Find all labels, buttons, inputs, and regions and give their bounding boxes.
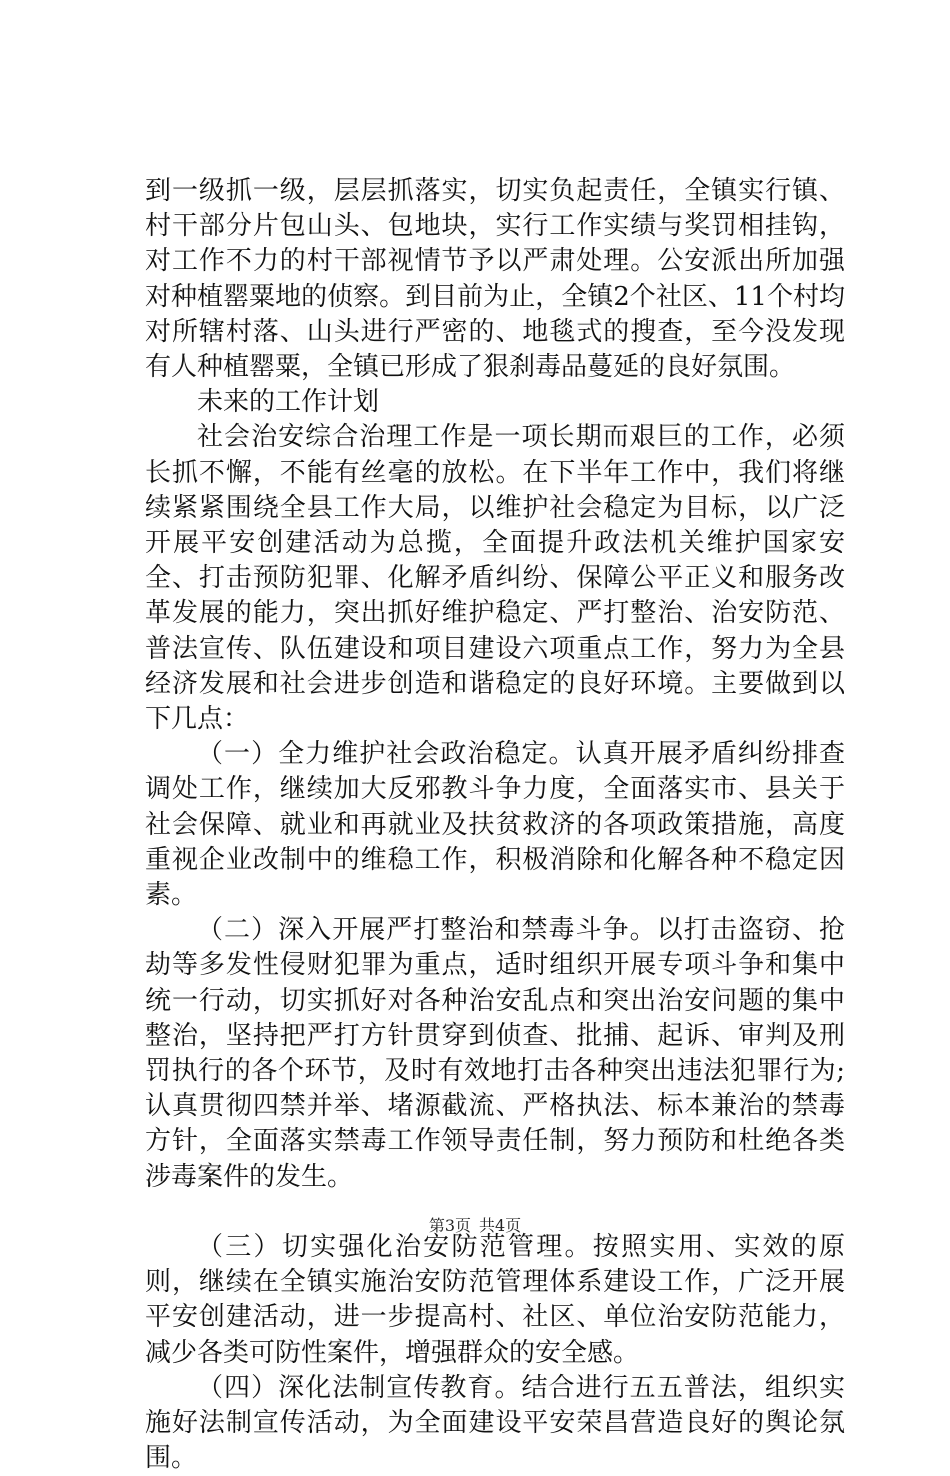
page-total: 共4页	[479, 1216, 522, 1235]
document-body	[145, 174, 845, 1476]
paragraph-item-4: （四）深化法制宣传教育。结合进行五五普法，组织实施好法制宣传活动，为全面建设平安荣昌营造良好的舆论氛围。	[145, 1372, 845, 1474]
paragraph-continuation: 到一级抓一级，层层抓落实，切实负起责任，全镇实行镇、村干部分片包山头、包地块，实行工作实绩与奖罚相挂钩，对工作不力的村干部视情节予以严肃处理。公安派出所加强对种植罂粟地的侦察。到目前为止，全镇2个社区、11个村均对所辖村落、山头进行严密的、地毯式的搜查，至今没发现有人种植罂粟，全镇已形成了狠刹毒品蔓延的良好氛围。	[145, 176, 845, 383]
page-number: 第3页	[428, 1216, 471, 1235]
paragraph-item-3: （三）切实强化治安防范管理。按照实用、实效的原则，继续在全镇实施治安防范管理体系建设工作，广泛开展平安创建活动，进一步提高村、社区、单位治安防范能力，减少各类可防性案件，增强群众的安全感。	[145, 1231, 845, 1368]
paragraph-intro: 社会治安综合治理工作是一项长期而艰巨的工作，必须长抓不懈，不能有丝毫的放松。在下半年工作中，我们将继续紧紧围绕全县工作大局，以维护社会稳定为目标，以广泛开展平安创建活动为总揽，全面提升政法机关维护国家安全、打击预防犯罪、化解矛盾纠纷、保障公平正义和服务改革发展的能力，突出抓好维护稳定、严打整治、治安防范、普法宣传、队伍建设和项目建设六项重点工作，努力为全县经济发展和社会进步创造和谐稳定的良好环境。主要做到以下几点：	[145, 422, 845, 735]
page-footer	[0, 1216, 950, 1236]
paragraph-item-2: （二）深入开展严打整治和禁毒斗争。以打击盗窃、抢劫等多发性侵财犯罪为重点，适时组织开展专项斗争和集中统一行动，切实抓好对各种治安乱点和突出治安问题的集中整治，坚持把严打方针贯穿到侦查、批捕、起诉、审判及刑罚执行的各个环节，及时有效地打击各种突出违法犯罪行为;认真贯彻四禁并举、堵源截流、严格执法、标本兼治的禁毒方针，全面落实禁毒工作领导责任制，努力预防和杜绝各类涉毒案件的发生。	[145, 915, 845, 1192]
section-heading: 未来的工作计划	[197, 387, 380, 418]
paragraph-item-1: （一）全力维护社会政治稳定。认真开展矛盾纠纷排查调处工作，继续加大反邪教斗争力度，全面落实市、县关于社会保障、就业和再就业及扶贫救济的各项政策措施，高度重视企业改制中的维稳工作，积极消除和化解各种不稳定因素。	[145, 739, 845, 911]
